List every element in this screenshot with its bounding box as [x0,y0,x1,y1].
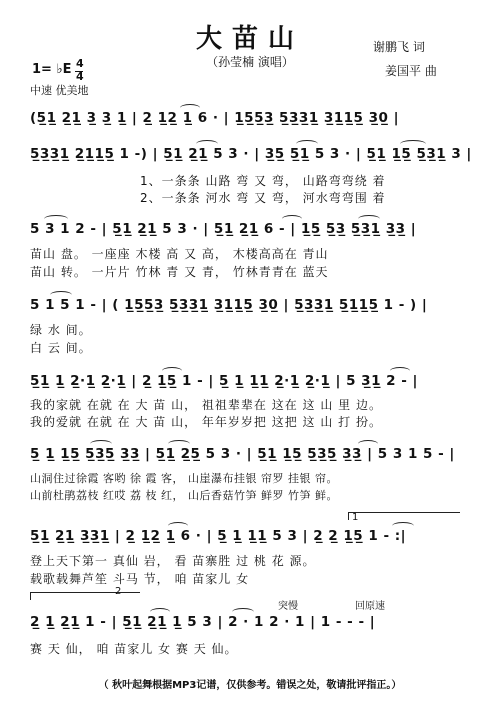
score-line-6: 5̲ 1̲ 1̲5̲ 5̲3̲5̲ 3̲3̲ | 5̲1̲ 2̲5̲ 5 3 · | 5̲1̲ 1̲5̲ 5̲3̲5̲ 3̲3̲ | 5 3 1 5 - | [30,446,455,462]
lyric-line: 绿 水 间。 [30,323,92,337]
page-title: 大苗山 [195,24,304,54]
lyricist-credit: 谢鹏飞 词 [373,40,425,54]
slur [150,608,170,616]
lyric-line: 我的爱就 在就 在 大 苗 山， 年年岁岁把 这把 这 山 打 扮。 [30,415,382,429]
lyric-line: 苗山 转。 一片片 竹林 青 又 青， 竹林青青在 蓝天 [30,265,329,279]
slur [232,608,254,616]
lyric-line: 2、一条条 河水 弯 又 弯， 河水弯弯围 着 [140,191,386,205]
slur [196,140,218,148]
slur [358,440,378,448]
lyric-line: 白 云 间。 [30,341,92,355]
lyric-line: 登上天下第一 真仙 岩， 看 苗寨胜 过 桃 花 源。 [30,554,316,568]
volta-line [348,512,460,513]
score-line-4: 5 1 5 1 - | ( 1̲5̲5̲3̲ 5̲3̲3̲1̲ 3̲1̲1̲5̲ 3̲0̲ | 5̲3̲3̲1̲ 5̲1̲1̲5̲ 1 - ) | [30,297,428,313]
slur [90,440,112,448]
slur [390,367,410,375]
score-line-3: 5 3 1 2 - | 5̲1̲ 2̲1̲ 5 3 · | 5̲1̲ 2̲1̲ 6 - | 1̲5̲ 5̲3̲ 5̲3̲1̲ 3̲3̲ | [30,221,417,237]
score-line-5: 5̲1̲ 1̲ 2̲·1̲ 2̲·1̲ | 2̲ 1̲5̲ 1 - | 5̲ 1̲ 1̲1̲ 2̲·1̲ 2̲·1̲ | 5 3̲1̲ 2 - | [30,373,418,389]
slur [296,140,318,148]
volta-line [30,592,140,593]
lyric-line: 苗山 盘。 一座座 木楼 高 又 高， 木楼高高在 青山 [30,247,329,261]
score-line-1: (5̲1̲ 2̲1̲ 3̲ 3̲ 1̲ | 2̲ 1̲2̲ 1̲ 6 · | 1̲5̲5̲3̲ 5̲3̲3̲1̲ 3̲1̲1̲5̲ 3̲0̲ | [30,110,400,126]
time-sig-bottom: 4 [76,70,84,83]
slur [282,215,302,223]
slur [50,291,72,299]
time-sig-top: 4 [76,57,84,70]
volta-number: 1 [352,512,359,523]
footer-note: （ 秋叶起舞根据MP3记谱，仅供参考。错误之处，敬请批评指正。） [98,680,402,691]
slur [168,522,188,530]
slur [358,215,380,223]
slur [162,367,182,375]
performer-credit: （孙莹楠 演唱） [206,55,294,69]
score-line-8: 2̲ 1̲ 2̲1̲ 1 - | 5̲1̲ 2̲1̲ 1̲ 5 3 | 2 · 1 2 · 1 | 1 - - - | [30,614,376,630]
volta-number: 2 [115,586,122,597]
key-signature: 1= ♭E [32,62,72,77]
lyric-line: 山前杜鹃荔枝 红哎 荔 枝 红， 山后香菇竹笋 鲜罗 竹笋 鲜。 [30,489,338,502]
lyric-line: 载歌载舞芦笙 斗马 节， 咱 苗家儿 女 [30,572,250,586]
slur [168,440,190,448]
tempo-marking: 中速 优美地 [30,84,89,97]
lyric-line: 山洞住过徐霞 客哟 徐 霞 客， 山崖瀑布挂银 帘罗 挂银 帘。 [30,472,338,485]
slur [400,140,426,148]
score-line-7: 5̲1̲ 2̲1̲ 3̲3̲1̲ | 2̲ 1̲2̲ 1̲ 6 · | 5̲ 1̲ 1̲1̲ 5 3 | 2̲ 2̲ 1̲5̲ 1 - :| [30,528,407,544]
lyric-line: 1、一条条 山路 弯 又 弯， 山路弯弯绕 着 [140,174,386,188]
slur [44,215,68,223]
slur [180,104,200,112]
tempo-mark-return: 回原速 [355,601,385,612]
lyric-line: 赛 天 仙， 咱 苗家儿 女 赛 天 仙。 [30,642,238,656]
composer-credit: 姜国平 曲 [385,64,437,78]
score-line-2: 5̲3̲3̲1̲ 2̲1̲1̲5̲ 1 -) | 5̲1̲ 2̲1̲ 5 3 · | 3̲5̲ 5̲1̲ 5 3 · | 5̲1̲ 1̲5̲ 5̲3̲1̲ 3 | [30,146,472,162]
lyric-line: 我的家就 在就 在 大 苗 山， 祖祖辈辈在 这在 这 山 里 边。 [30,398,382,412]
tempo-mark-slow: 突慢 [278,601,298,612]
slur [392,522,414,530]
